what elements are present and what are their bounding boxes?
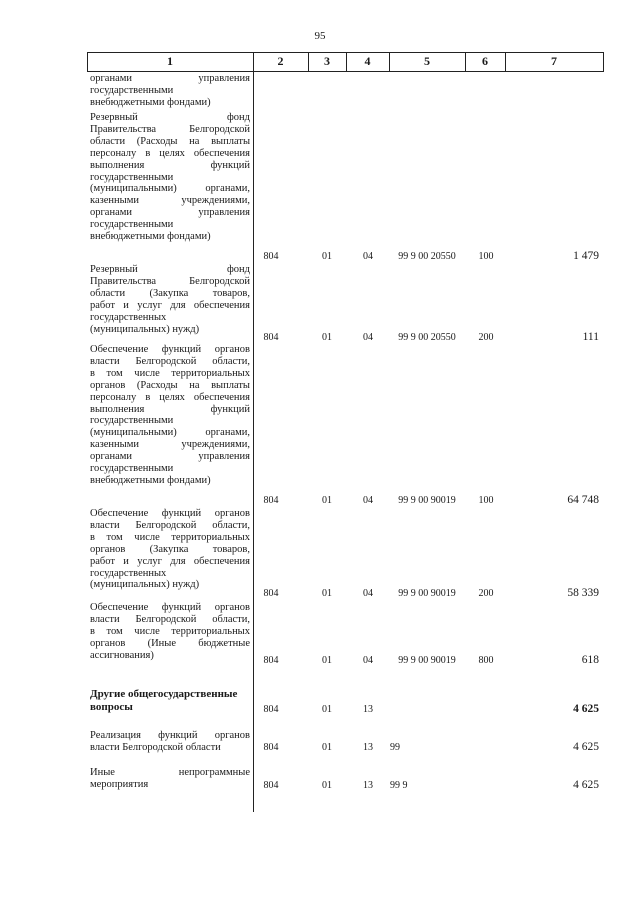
table-row-description: Резервный фонд Правительства Белгородской области (Закупка товаров, работ и услуг для обеспечения государственных (муниципальных) нужд) (90, 264, 250, 335)
admin-code: 804 (263, 495, 279, 506)
subsection-code: 13 (363, 742, 373, 753)
amount: 1 479 (573, 250, 599, 262)
subsection-code: 13 (363, 780, 373, 791)
admin-code: 804 (263, 780, 279, 791)
target-code: 99 9 00 90019 (398, 655, 456, 666)
table-row-description: органами управления государственными внебюджетными фондами) (90, 73, 250, 108)
header-col-5: 5 (424, 54, 430, 68)
table-row-description: Реализация функций органов власти Белгородской области (90, 730, 250, 753)
expense-type-code: 100 (478, 495, 494, 506)
target-code: 99 9 00 90019 (398, 588, 456, 599)
table-row-description: Иные непрограммные мероприятия (90, 767, 250, 790)
admin-code: 804 (263, 332, 279, 343)
section-code: 01 (322, 495, 332, 506)
table-row-description: Обеспечение функций органов власти Белгородской области, в том числе территориальных органов (Закупка товаров, работ и услуг для обеспечения государственных (муниципальных) нужд) (90, 508, 250, 591)
amount: 618 (581, 654, 599, 666)
section-code: 01 (322, 655, 332, 666)
section-code: 01 (322, 251, 332, 262)
table-row-description: Обеспечение функций органов власти Белгородской области, в том числе территориальных органов (Расходы на выплаты персоналу в целях обеспечения выполнения функций государственными (муниципальными) органами, казенными учреждениями, органами управления государственными внебюджетными фондами) (90, 344, 250, 486)
subsection-code: 04 (363, 655, 373, 666)
header-col-2: 2 (277, 54, 284, 68)
subsection-code: 04 (363, 588, 373, 599)
target-code: 99 9 00 90019 (398, 495, 456, 506)
section-code: 01 (322, 332, 332, 343)
header-col-3: 3 (324, 54, 330, 68)
admin-code: 804 (263, 704, 279, 715)
header-col-4: 4 (364, 54, 371, 68)
admin-code: 804 (263, 655, 279, 666)
expense-type-code: 200 (478, 588, 494, 599)
budget-table (87, 52, 604, 812)
admin-code: 804 (263, 742, 279, 753)
target-code: 99 9 (390, 780, 408, 791)
subsection-code: 04 (363, 251, 373, 262)
amount: 111 (582, 331, 599, 343)
table-right-border (603, 52, 604, 71)
table-row-description: Другие общегосударственные вопросы (90, 688, 238, 713)
amount: 64 748 (567, 494, 599, 506)
expense-type-code: 100 (478, 251, 494, 262)
header-col-6: 6 (482, 54, 488, 68)
amount: 4 625 (573, 703, 599, 715)
col-divider-1 (253, 52, 254, 812)
subsection-code: 04 (363, 332, 373, 343)
header-bottom-border (87, 71, 604, 72)
section-code: 01 (322, 704, 332, 715)
page-number: 95 (314, 30, 326, 42)
section-code: 01 (322, 742, 332, 753)
expense-type-code: 800 (478, 655, 494, 666)
header-col-1: 1 (167, 54, 173, 68)
target-code: 99 (390, 742, 400, 753)
section-code: 01 (322, 780, 332, 791)
subsection-code: 04 (363, 495, 373, 506)
expense-type-code: 200 (478, 332, 494, 343)
target-code: 99 9 00 20550 (398, 251, 456, 262)
header-col-7: 7 (551, 54, 557, 68)
amount: 4 625 (573, 741, 599, 753)
target-code: 99 9 00 20550 (398, 332, 456, 343)
admin-code: 804 (263, 588, 279, 599)
subsection-code: 13 (363, 704, 373, 715)
section-code: 01 (322, 588, 332, 599)
table-row-description: Обеспечение функций органов власти Белгородской области, в том числе территориальных органов (Иные бюджетные ассигнования) (90, 602, 250, 661)
amount: 4 625 (573, 779, 599, 791)
amount: 58 339 (567, 587, 599, 599)
admin-code: 804 (263, 251, 279, 262)
table-row-description: Резервный фонд Правительства Белгородской области (Расходы на выплаты персоналу в целях обеспечения выполнения функций государственными (муниципальными) органами, казенными учреждениями, органами управления государственными внебюджетными фондами) (90, 112, 250, 243)
